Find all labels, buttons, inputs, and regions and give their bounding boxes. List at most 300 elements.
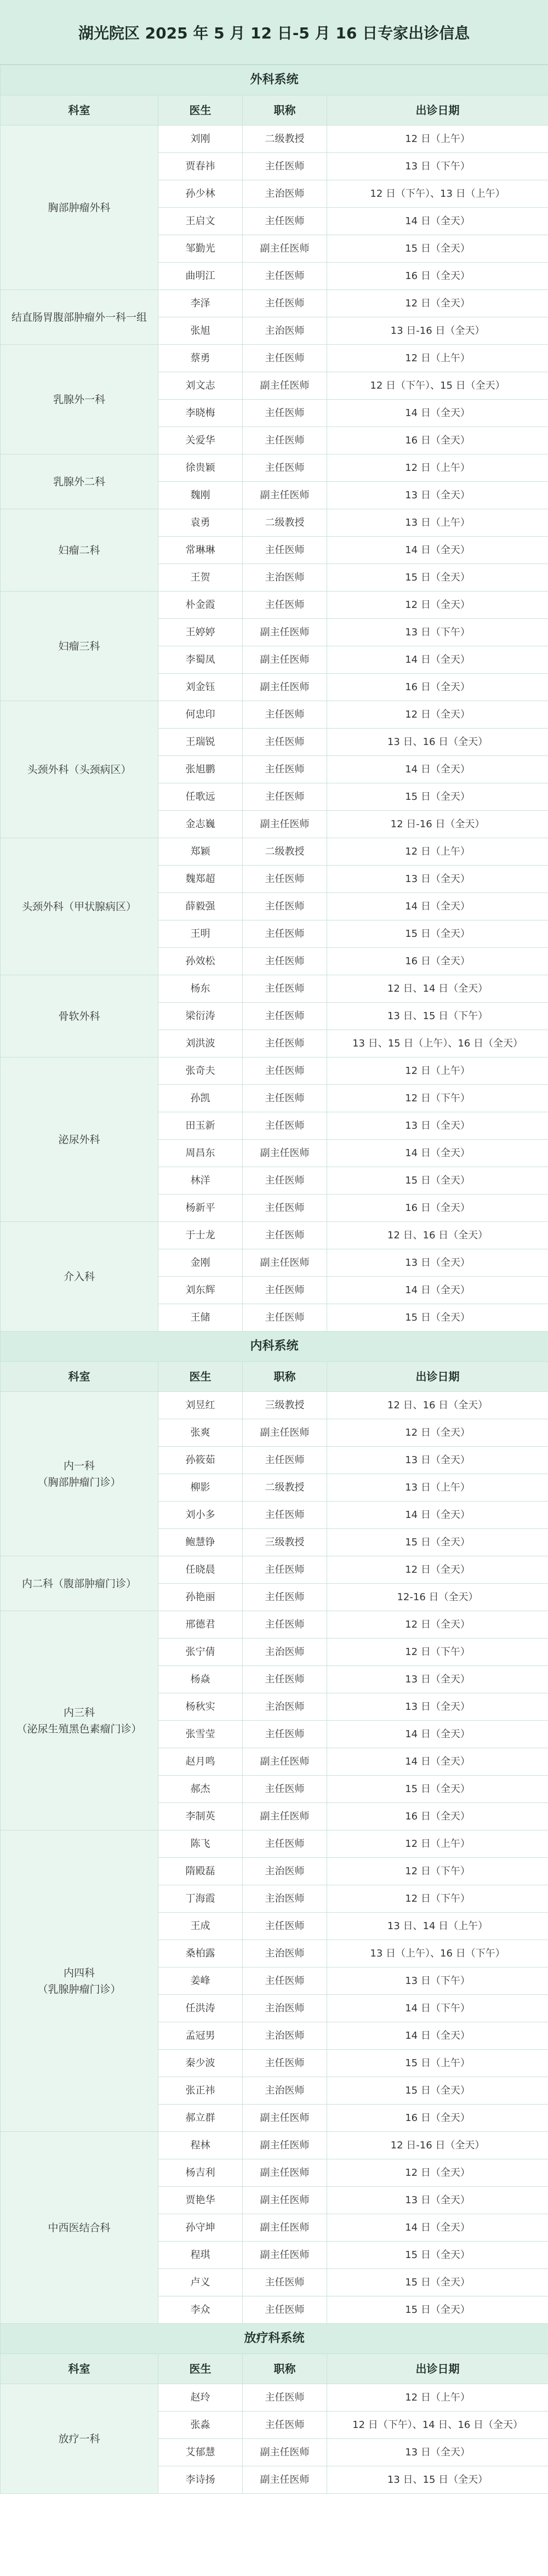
visit-dates-cell: 13 日（全天）: [327, 1447, 548, 1474]
doctor-name-cell: 李制英: [158, 1803, 243, 1830]
doctor-name-cell: 刘金钰: [158, 674, 243, 701]
visit-dates-cell: 12 日（下午）、13 日（上午）: [327, 180, 548, 208]
schedule-table: [0, 65, 548, 2494]
doctor-name-cell: 刘洪波: [158, 1030, 243, 1057]
doctor-name-cell: 程琪: [158, 2242, 243, 2269]
doctor-title-cell: 主任医师: [243, 1721, 327, 1748]
doctor-name-cell: 赵玲: [158, 2384, 243, 2412]
doctor-name-cell: 刘东辉: [158, 1277, 243, 1304]
doctor-name-cell: 张宁倩: [158, 1639, 243, 1666]
doctor-title-cell: 主任医师: [243, 1085, 327, 1112]
doctor-name-cell: 任晓晨: [158, 1556, 243, 1584]
visit-dates-cell: 14 日（全天）: [327, 208, 548, 235]
table-row: [1, 1392, 548, 1419]
visit-dates-cell: 13 日（下午）: [327, 1967, 548, 1995]
visit-dates-cell: 16 日（全天）: [327, 263, 548, 290]
doctor-title-cell: 主任医师: [243, 1776, 327, 1803]
doctor-title-cell: 主任医师: [243, 729, 327, 756]
department-cell: 头颈外科（甲状腺病区）: [1, 838, 158, 975]
doctor-name-cell: 王瑞锐: [158, 729, 243, 756]
table-row: [1, 509, 548, 537]
header-date: 出诊日期: [327, 2354, 548, 2384]
doctor-name-cell: 刘刚: [158, 126, 243, 153]
doctor-title-cell: 主任医师: [243, 263, 327, 290]
doctor-name-cell: 柳影: [158, 1474, 243, 1502]
doctor-title-cell: 三级教授: [243, 1529, 327, 1556]
department-cell: 妇瘤二科: [1, 509, 158, 592]
doctor-name-cell: 任歌远: [158, 783, 243, 811]
doctor-name-cell: 王婷婷: [158, 619, 243, 646]
doctor-title-cell: 主任医师: [243, 1112, 327, 1140]
header-rank: 职称: [243, 1362, 327, 1392]
visit-dates-cell: 12 日（上午）: [327, 2384, 548, 2412]
visit-dates-cell: 15 日（全天）: [327, 564, 548, 592]
doctor-title-cell: 副主任医师: [243, 2159, 327, 2187]
visit-dates-cell: 12 日（上午）: [327, 126, 548, 153]
doctor-title-cell: 主任医师: [243, 290, 327, 317]
table-row: [1, 1222, 548, 1249]
table-row: [1, 1611, 548, 1639]
doctor-name-cell: 杨吉利: [158, 2159, 243, 2187]
table-row: [1, 126, 548, 153]
visit-dates-cell: 12 日（下午）: [327, 1858, 548, 1885]
visit-dates-cell: 12 日（全天）: [327, 592, 548, 619]
doctor-name-cell: 孙少林: [158, 180, 243, 208]
doctor-title-cell: 副主任医师: [243, 2439, 327, 2466]
doctor-name-cell: 孟冠男: [158, 2022, 243, 2050]
visit-dates-cell: 12 日、14 日（全天）: [327, 975, 548, 1003]
visit-dates-cell: 12 日（下午）、14 日、16 日（全天）: [327, 2412, 548, 2439]
doctor-title-cell: 主任医师: [243, 1502, 327, 1529]
doctor-name-cell: 关爱华: [158, 427, 243, 454]
header-row: [1, 2354, 548, 2384]
doctor-title-cell: 主治医师: [243, 2077, 327, 2105]
table-row: [1, 1556, 548, 1584]
visit-dates-cell: 15 日（全天）: [327, 920, 548, 948]
visit-dates-cell: 13 日（全天）: [327, 482, 548, 509]
visit-dates-cell: 15 日（上午）: [327, 2050, 548, 2077]
visit-dates-cell: 13 日（上午）: [327, 509, 548, 537]
header-doctor: 医生: [158, 1362, 243, 1392]
doctor-name-cell: 杨焱: [158, 1666, 243, 1693]
doctor-title-cell: 主任医师: [243, 756, 327, 783]
doctor-name-cell: 朴金霞: [158, 592, 243, 619]
doctor-title-cell: 主任医师: [243, 701, 327, 729]
doctor-title-cell: 副主任医师: [243, 619, 327, 646]
visit-dates-cell: 16 日（全天）: [327, 427, 548, 454]
system-title: 外科系统: [1, 65, 548, 95]
doctor-name-cell: 林洋: [158, 1167, 243, 1195]
visit-dates-cell: 14 日（全天）: [327, 1721, 548, 1748]
visit-dates-cell: 15 日（全天）: [327, 783, 548, 811]
doctor-name-cell: 王成: [158, 1913, 243, 1940]
doctor-title-cell: 主任医师: [243, 2050, 327, 2077]
department-cell: 内四科 （乳腺肿瘤门诊）: [1, 1830, 158, 2132]
doctor-name-cell: 姜峰: [158, 1967, 243, 1995]
table-row: [1, 701, 548, 729]
doctor-name-cell: 郝杰: [158, 1776, 243, 1803]
system-row: [1, 1332, 548, 1362]
visit-dates-cell: 12 日（上午）: [327, 1830, 548, 1858]
department-cell: 内一科 （胸部肿瘤门诊）: [1, 1392, 158, 1556]
doctor-title-cell: 三级教授: [243, 1392, 327, 1419]
doctor-name-cell: 邹勤光: [158, 235, 243, 263]
doctor-title-cell: 二级教授: [243, 126, 327, 153]
doctor-name-cell: 任洪涛: [158, 1995, 243, 2022]
table-row: [1, 592, 548, 619]
department-cell: 中西医结合科: [1, 2132, 158, 2324]
doctor-name-cell: 贾春祎: [158, 153, 243, 180]
doctor-title-cell: 主任医师: [243, 454, 327, 482]
doctor-name-cell: 李晓梅: [158, 400, 243, 427]
doctor-title-cell: 主任医师: [243, 1611, 327, 1639]
doctor-title-cell: 主任医师: [243, 920, 327, 948]
doctor-title-cell: 主治医师: [243, 1858, 327, 1885]
visit-dates-cell: 12 日（全天）: [327, 290, 548, 317]
doctor-title-cell: 主治医师: [243, 180, 327, 208]
visit-dates-cell: 12 日（下午）: [327, 1639, 548, 1666]
department-cell: 内三科 （泌尿生殖黑色素瘤门诊）: [1, 1611, 158, 1830]
visit-dates-cell: 15 日（全天）: [327, 1776, 548, 1803]
doctor-title-cell: 主任医师: [243, 893, 327, 920]
doctor-name-cell: 刘文志: [158, 372, 243, 400]
department-cell: 介入科: [1, 1222, 158, 1332]
doctor-name-cell: 王储: [158, 1304, 243, 1332]
doctor-name-cell: 张奇夫: [158, 1057, 243, 1085]
doctor-title-cell: 主任医师: [243, 1222, 327, 1249]
doctor-title-cell: 主治医师: [243, 2022, 327, 2050]
doctor-title-cell: 主任医师: [243, 1195, 327, 1222]
doctor-name-cell: 孙筱茹: [158, 1447, 243, 1474]
visit-dates-cell: 14 日（全天）: [327, 1748, 548, 1776]
table-row: [1, 2384, 548, 2412]
doctor-name-cell: 李诗扬: [158, 2466, 243, 2494]
doctor-name-cell: 李泽: [158, 290, 243, 317]
header-rank: 职称: [243, 2354, 327, 2384]
doctor-title-cell: 副主任医师: [243, 2187, 327, 2214]
header-row: [1, 95, 548, 126]
doctor-name-cell: 曲明江: [158, 263, 243, 290]
doctor-name-cell: 梁衍涛: [158, 1003, 243, 1030]
visit-dates-cell: 12 日-16 日（全天）: [327, 2132, 548, 2159]
visit-dates-cell: 12 日（下午）、15 日（全天）: [327, 372, 548, 400]
doctor-title-cell: 主任医师: [243, 208, 327, 235]
doctor-title-cell: 主治医师: [243, 564, 327, 592]
visit-dates-cell: 15 日（全天）: [327, 2077, 548, 2105]
doctor-name-cell: 陈飞: [158, 1830, 243, 1858]
visit-dates-cell: 13 日、15 日（全天）: [327, 2466, 548, 2494]
doctor-title-cell: 主任医师: [243, 1584, 327, 1611]
doctor-title-cell: 副主任医师: [243, 1803, 327, 1830]
doctor-title-cell: 副主任医师: [243, 1140, 327, 1167]
visit-dates-cell: 12 日（全天）: [327, 1611, 548, 1639]
header-doctor: 医生: [158, 95, 243, 126]
doctor-title-cell: 副主任医师: [243, 2132, 327, 2159]
department-cell: 结直肠胃腹部肿瘤外一科一组: [1, 290, 158, 345]
visit-dates-cell: 12 日（全天）: [327, 1419, 548, 1447]
visit-dates-cell: 15 日（全天）: [327, 1529, 548, 1556]
system-title: 内科系统: [1, 1332, 548, 1362]
visit-dates-cell: 13 日（全天）: [327, 2187, 548, 2214]
doctor-title-cell: 主任医师: [243, 1666, 327, 1693]
visit-dates-cell: 14 日（全天）: [327, 537, 548, 564]
doctor-title-cell: 主任医师: [243, 1967, 327, 1995]
visit-dates-cell: 12 日（全天）: [327, 701, 548, 729]
doctor-title-cell: 主治医师: [243, 317, 327, 345]
doctor-name-cell: 贾艳华: [158, 2187, 243, 2214]
table-row: [1, 454, 548, 482]
doctor-title-cell: 主任医师: [243, 1057, 327, 1085]
visit-dates-cell: 12 日、16 日（全天）: [327, 1222, 548, 1249]
doctor-title-cell: 主任医师: [243, 1003, 327, 1030]
department-cell: 头颈外科（头颈病区）: [1, 701, 158, 838]
table-row: [1, 1830, 548, 1858]
header-date: 出诊日期: [327, 1362, 548, 1392]
visit-dates-cell: 13 日（下午）: [327, 619, 548, 646]
table-row: [1, 2132, 548, 2159]
header-doctor: 医生: [158, 2354, 243, 2384]
department-cell: 骨软外科: [1, 975, 158, 1057]
visit-dates-cell: 12 日（全天）: [327, 2159, 548, 2187]
system-row: [1, 65, 548, 95]
doctor-name-cell: 邢德君: [158, 1611, 243, 1639]
doctor-name-cell: 桑柏露: [158, 1940, 243, 1967]
visit-dates-cell: 13 日、15 日（下午）: [327, 1003, 548, 1030]
doctor-name-cell: 孙效松: [158, 948, 243, 975]
visit-dates-cell: 14 日（下午）: [327, 1995, 548, 2022]
doctor-title-cell: 主治医师: [243, 1995, 327, 2022]
doctor-name-cell: 田玉新: [158, 1112, 243, 1140]
visit-dates-cell: 14 日（全天）: [327, 1140, 548, 1167]
table-row: [1, 290, 548, 317]
visit-dates-cell: 14 日（全天）: [327, 400, 548, 427]
department-cell: 泌尿外科: [1, 1057, 158, 1222]
doctor-title-cell: 主任医师: [243, 1030, 327, 1057]
doctor-title-cell: 主任医师: [243, 866, 327, 893]
doctor-name-cell: 何忠印: [158, 701, 243, 729]
doctor-name-cell: 金志巍: [158, 811, 243, 838]
doctor-name-cell: 于士龙: [158, 1222, 243, 1249]
doctor-name-cell: 张雪莹: [158, 1721, 243, 1748]
doctor-title-cell: 主任医师: [243, 345, 327, 372]
doctor-name-cell: 张爽: [158, 1419, 243, 1447]
doctor-name-cell: 刘小多: [158, 1502, 243, 1529]
visit-dates-cell: 16 日（全天）: [327, 2105, 548, 2132]
doctor-title-cell: 主任医师: [243, 1447, 327, 1474]
visit-dates-cell: 12 日（下午）: [327, 1085, 548, 1112]
visit-dates-cell: 13 日、15 日（上午）、16 日（全天）: [327, 1030, 548, 1057]
visit-dates-cell: 12 日（下午）: [327, 1885, 548, 1913]
visit-dates-cell: 12 日（上午）: [327, 454, 548, 482]
header-date: 出诊日期: [327, 95, 548, 126]
doctor-title-cell: 主任医师: [243, 537, 327, 564]
doctor-name-cell: 杨新平: [158, 1195, 243, 1222]
visit-dates-cell: 15 日（全天）: [327, 2242, 548, 2269]
visit-dates-cell: 14 日（全天）: [327, 756, 548, 783]
department-cell: 放疗一科: [1, 2384, 158, 2494]
doctor-title-cell: 主治医师: [243, 1940, 327, 1967]
page-title: 湖光院区 2025 年 5 月 12 日-5 月 16 日专家出诊信息: [0, 0, 548, 65]
doctor-name-cell: 孙守坤: [158, 2214, 243, 2242]
doctor-name-cell: 杨东: [158, 975, 243, 1003]
doctor-name-cell: 杨秋实: [158, 1693, 243, 1721]
doctor-name-cell: 李蜀凤: [158, 646, 243, 674]
doctor-name-cell: 孙凯: [158, 1085, 243, 1112]
doctor-title-cell: 副主任医师: [243, 1249, 327, 1277]
doctor-name-cell: 袁勇: [158, 509, 243, 537]
visit-dates-cell: 13 日、14 日（上午）: [327, 1913, 548, 1940]
visit-dates-cell: 15 日（全天）: [327, 2296, 548, 2324]
header-dept: 科室: [1, 1362, 158, 1392]
doctor-title-cell: 主任医师: [243, 427, 327, 454]
doctor-name-cell: 刘昱红: [158, 1392, 243, 1419]
doctor-name-cell: 赵月鸣: [158, 1748, 243, 1776]
visit-dates-cell: 12 日、16 日（全天）: [327, 1392, 548, 1419]
doctor-title-cell: 主任医师: [243, 2269, 327, 2296]
visit-dates-cell: 12 日（上午）: [327, 1057, 548, 1085]
department-cell: 内二科（腹部肿瘤门诊）: [1, 1556, 158, 1611]
doctor-name-cell: 张旭鹏: [158, 756, 243, 783]
doctor-name-cell: 孙艳丽: [158, 1584, 243, 1611]
visit-dates-cell: 15 日（全天）: [327, 2269, 548, 2296]
visit-dates-cell: 13 日（全天）: [327, 1666, 548, 1693]
doctor-name-cell: 郑颖: [158, 838, 243, 866]
doctor-name-cell: 李众: [158, 2296, 243, 2324]
doctor-title-cell: 副主任医师: [243, 2466, 327, 2494]
doctor-name-cell: 秦少波: [158, 2050, 243, 2077]
header-rank: 职称: [243, 95, 327, 126]
visit-dates-cell: 12 日（上午）: [327, 345, 548, 372]
doctor-title-cell: 主任医师: [243, 153, 327, 180]
visit-dates-cell: 13 日（上午）、16 日（下午）: [327, 1940, 548, 1967]
doctor-name-cell: 郝立群: [158, 2105, 243, 2132]
visit-dates-cell: 13 日、16 日（全天）: [327, 729, 548, 756]
system-row: [1, 2324, 548, 2354]
visit-dates-cell: 13 日（全天）: [327, 2439, 548, 2466]
visit-dates-cell: 12-16 日（全天）: [327, 1584, 548, 1611]
doctor-name-cell: 王明: [158, 920, 243, 948]
department-cell: 乳腺外一科: [1, 345, 158, 454]
doctor-name-cell: 徐贵颖: [158, 454, 243, 482]
doctor-name-cell: 周昌东: [158, 1140, 243, 1167]
department-cell: 妇瘤三科: [1, 592, 158, 701]
system-title: 放疗科系统: [1, 2324, 548, 2354]
doctor-title-cell: 主任医师: [243, 592, 327, 619]
doctor-name-cell: 鲍慧铮: [158, 1529, 243, 1556]
doctor-name-cell: 王贺: [158, 564, 243, 592]
visit-dates-cell: 13 日（全天）: [327, 1249, 548, 1277]
doctor-name-cell: 张淼: [158, 2412, 243, 2439]
doctor-title-cell: 主任医师: [243, 2412, 327, 2439]
doctor-title-cell: 主任医师: [243, 1304, 327, 1332]
visit-dates-cell: 12 日（全天）: [327, 1556, 548, 1584]
visit-dates-cell: 14 日（全天）: [327, 2022, 548, 2050]
doctor-name-cell: 蔡勇: [158, 345, 243, 372]
doctor-title-cell: 副主任医师: [243, 2242, 327, 2269]
visit-dates-cell: 15 日（全天）: [327, 1304, 548, 1332]
doctor-name-cell: 魏刚: [158, 482, 243, 509]
doctor-title-cell: 副主任医师: [243, 674, 327, 701]
doctor-name-cell: 张正祎: [158, 2077, 243, 2105]
visit-dates-cell: 14 日（全天）: [327, 893, 548, 920]
doctor-name-cell: 卢义: [158, 2269, 243, 2296]
visit-dates-cell: 12 日（上午）: [327, 838, 548, 866]
table-row: [1, 1057, 548, 1085]
doctor-title-cell: 主任医师: [243, 975, 327, 1003]
doctor-name-cell: 金刚: [158, 1249, 243, 1277]
department-cell: 乳腺外二科: [1, 454, 158, 509]
doctor-name-cell: 程林: [158, 2132, 243, 2159]
doctor-title-cell: 副主任医师: [243, 646, 327, 674]
doctor-title-cell: 主治医师: [243, 1885, 327, 1913]
visit-dates-cell: 13 日（全天）: [327, 1112, 548, 1140]
visit-dates-cell: 13 日-16 日（全天）: [327, 317, 548, 345]
schedule-body: [1, 65, 548, 2494]
visit-dates-cell: 14 日（全天）: [327, 1277, 548, 1304]
doctor-title-cell: 副主任医师: [243, 2105, 327, 2132]
doctor-title-cell: 副主任医师: [243, 1419, 327, 1447]
table-row: [1, 838, 548, 866]
doctor-name-cell: 丁海霞: [158, 1885, 243, 1913]
visit-dates-cell: 13 日（上午）: [327, 1474, 548, 1502]
header-row: [1, 1362, 548, 1392]
doctor-title-cell: 主任医师: [243, 948, 327, 975]
visit-dates-cell: 15 日（全天）: [327, 1167, 548, 1195]
doctor-name-cell: 常琳琳: [158, 537, 243, 564]
doctor-name-cell: 艾郁慧: [158, 2439, 243, 2466]
visit-dates-cell: 16 日（全天）: [327, 1803, 548, 1830]
doctor-title-cell: 副主任医师: [243, 372, 327, 400]
visit-dates-cell: 13 日（全天）: [327, 1693, 548, 1721]
visit-dates-cell: 12 日-16 日（全天）: [327, 811, 548, 838]
doctor-name-cell: 王启文: [158, 208, 243, 235]
table-row: [1, 345, 548, 372]
doctor-title-cell: 主任医师: [243, 2296, 327, 2324]
header-dept: 科室: [1, 95, 158, 126]
doctor-title-cell: 二级教授: [243, 838, 327, 866]
doctor-title-cell: 副主任医师: [243, 2214, 327, 2242]
doctor-title-cell: 主任医师: [243, 2384, 327, 2412]
doctor-title-cell: 主任医师: [243, 1913, 327, 1940]
doctor-name-cell: 薛毅强: [158, 893, 243, 920]
doctor-title-cell: 副主任医师: [243, 482, 327, 509]
doctor-title-cell: 主任医师: [243, 1277, 327, 1304]
doctor-title-cell: 二级教授: [243, 509, 327, 537]
doctor-title-cell: 主治医师: [243, 1693, 327, 1721]
doctor-title-cell: 主任医师: [243, 783, 327, 811]
doctor-title-cell: 二级教授: [243, 1474, 327, 1502]
doctor-name-cell: 隋殿磊: [158, 1858, 243, 1885]
doctor-title-cell: 副主任医师: [243, 235, 327, 263]
visit-dates-cell: 16 日（全天）: [327, 948, 548, 975]
table-row: [1, 975, 548, 1003]
doctor-title-cell: 副主任医师: [243, 1748, 327, 1776]
doctor-title-cell: 主治医师: [243, 1639, 327, 1666]
department-cell: 胸部肿瘤外科: [1, 126, 158, 290]
visit-dates-cell: 13 日（下午）: [327, 153, 548, 180]
doctor-title-cell: 主任医师: [243, 1556, 327, 1584]
doctor-title-cell: 副主任医师: [243, 811, 327, 838]
visit-dates-cell: 14 日（全天）: [327, 646, 548, 674]
visit-dates-cell: 16 日（全天）: [327, 1195, 548, 1222]
visit-dates-cell: 14 日（全天）: [327, 1502, 548, 1529]
doctor-name-cell: 张旭: [158, 317, 243, 345]
doctor-title-cell: 主任医师: [243, 1167, 327, 1195]
visit-dates-cell: 16 日（全天）: [327, 674, 548, 701]
doctor-name-cell: 魏郑超: [158, 866, 243, 893]
doctor-title-cell: 主任医师: [243, 1830, 327, 1858]
header-dept: 科室: [1, 2354, 158, 2384]
